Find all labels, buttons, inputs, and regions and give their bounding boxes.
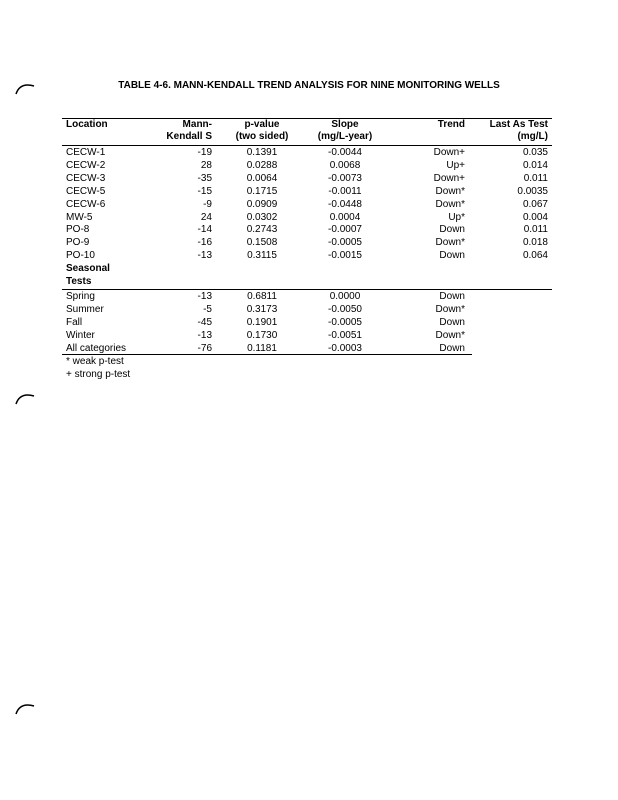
table-cell: -0.0005 — [328, 237, 362, 249]
table-cell: Down* — [435, 185, 465, 197]
seasonal-header: Seasonal — [66, 263, 110, 274]
seasonal-cell: Down* — [435, 303, 465, 315]
table-cell: 0.1391 — [246, 147, 278, 158]
table-cell: CECW-1 — [66, 147, 106, 158]
table-cell: 0.0288 — [246, 159, 278, 171]
table-cell: Down — [439, 250, 465, 262]
column-header: Last As Test — [489, 119, 548, 130]
column-header: Mann- — [182, 119, 212, 130]
seasonal-cell: Down* — [435, 329, 465, 341]
column-header: (two sided) — [235, 131, 289, 142]
table-cell: Down+ — [433, 172, 465, 184]
table-cell: Up+ — [446, 159, 465, 171]
table-cell: 28 — [200, 159, 212, 171]
table-cell: 24 — [200, 211, 212, 223]
table-cell: -0.0007 — [328, 224, 362, 236]
table-cell: 0.014 — [522, 159, 548, 171]
table-cell: 0.0068 — [329, 159, 361, 171]
table-cell: PO-10 — [66, 250, 95, 262]
table-cell: MW-5 — [66, 211, 93, 223]
table-cell: 0.064 — [522, 250, 548, 262]
column-header: (mg/L-year) — [317, 131, 373, 142]
table-cell: CECW-6 — [66, 198, 106, 210]
table-cell: Down — [439, 224, 465, 236]
table-cell: 0.011 — [523, 172, 548, 184]
seasonal-cell: 0.6811 — [247, 291, 277, 302]
seasonal-cell: -0.0050 — [328, 303, 362, 315]
table-cell: 0.067 — [522, 198, 548, 210]
seasonal-cell: 0.1730 — [246, 329, 278, 341]
seasonal-cell: -76 — [197, 342, 212, 354]
table-cell: 0.1508 — [246, 237, 278, 249]
table-cell: 0.0302 — [246, 211, 278, 223]
seasonal-cell: -0.0051 — [328, 329, 362, 341]
seasonal-cell: Winter — [66, 329, 95, 341]
column-header: Kendall S — [166, 131, 212, 142]
seasonal-cell: Down — [439, 316, 465, 328]
scan-mark — [14, 390, 38, 406]
seasonal-cell: -0.0003 — [328, 342, 362, 354]
footnote-weak: * weak p-test — [66, 356, 124, 367]
seasonal-cell: -0.0005 — [328, 316, 362, 328]
seasonal-cell: 0.1181 — [247, 342, 277, 354]
seasonal-rule — [62, 289, 552, 290]
table-cell: -0.0015 — [328, 250, 362, 262]
column-header: p-value — [244, 119, 280, 130]
table-cell: PO-8 — [66, 224, 90, 236]
header-rule — [62, 145, 552, 146]
table-cell: 0.035 — [522, 147, 548, 158]
table-cell: 0.1715 — [246, 185, 278, 197]
footnote-strong: + strong p-test — [66, 369, 131, 380]
table-cell: -16 — [197, 237, 212, 249]
table-cell: -0.0073 — [328, 172, 362, 184]
table-cell: Down+ — [433, 147, 465, 158]
column-header: Location — [66, 119, 108, 130]
seasonal-cell: -45 — [197, 316, 212, 328]
seasonal-header: Tests — [66, 276, 92, 287]
table-cell: -0.0044 — [328, 147, 362, 158]
column-header: (mg/L) — [517, 131, 548, 142]
table-cell: 0.011 — [523, 224, 548, 236]
seasonal-cell: -5 — [203, 303, 212, 315]
seasonal-cell: 0.3173 — [246, 303, 278, 315]
table-cell: -0.0448 — [328, 198, 362, 210]
table-cell: 0.0004 — [329, 211, 361, 223]
table-cell: -14 — [197, 224, 212, 236]
scan-mark — [14, 80, 38, 96]
table-title: TABLE 4-6. MANN-KENDALL TREND ANALYSIS FOR NINE MONITORING WELLS — [118, 80, 500, 91]
column-header: Trend — [437, 119, 465, 130]
table-cell: 0.0035 — [517, 185, 548, 197]
table-cell: CECW-5 — [66, 185, 106, 197]
table-cell: 0.3115 — [247, 250, 277, 262]
seasonal-cell: Fall — [66, 316, 83, 328]
table-cell: -15 — [197, 185, 212, 197]
scan-mark — [14, 700, 38, 716]
seasonal-cell: -13 — [197, 329, 212, 341]
column-header: Slope — [331, 119, 359, 130]
table-cell: 0.004 — [522, 211, 548, 223]
table-cell: PO-9 — [66, 237, 90, 249]
table-cell: 0.018 — [522, 237, 548, 249]
table-cell: -13 — [197, 250, 212, 262]
seasonal-cell: 0.0000 — [329, 291, 361, 302]
seasonal-cell: Summer — [66, 303, 104, 315]
seasonal-cell: Down — [439, 291, 465, 302]
table-cell: 0.0909 — [246, 198, 278, 210]
table-cell: Up* — [448, 211, 465, 223]
seasonal-cell: 0.1901 — [246, 316, 278, 328]
seasonal-cell: Down — [439, 342, 465, 354]
seasonal-cell: -13 — [197, 291, 212, 302]
table-cell: Down* — [435, 237, 465, 249]
table-cell: Down* — [435, 198, 465, 210]
table-cell: 0.2743 — [246, 224, 278, 236]
seasonal-cell: Spring — [66, 291, 95, 302]
table-cell: -9 — [203, 198, 212, 210]
table-cell: 0.0064 — [246, 172, 278, 184]
table-cell: -19 — [197, 147, 212, 158]
table-cell: -35 — [197, 172, 212, 184]
table-cell: CECW-3 — [66, 172, 106, 184]
seasonal-cell: All categories — [66, 342, 127, 354]
table-cell: CECW-2 — [66, 159, 106, 171]
table-cell: -0.0011 — [328, 185, 362, 197]
